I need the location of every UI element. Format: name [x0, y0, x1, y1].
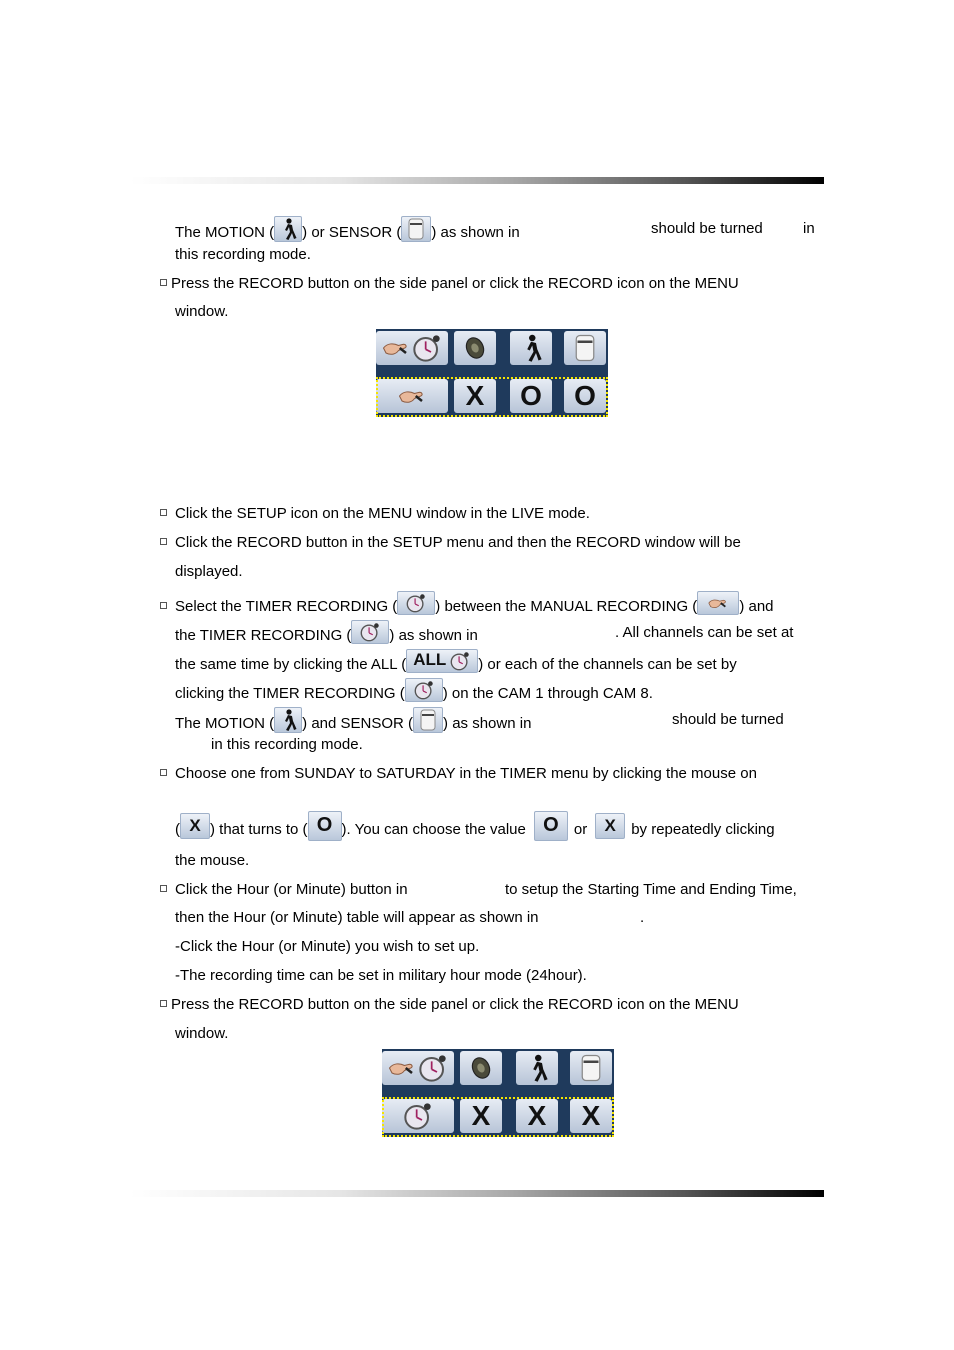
bullet-icon [160, 769, 167, 776]
bullet-icon [160, 279, 167, 286]
timer-record-menu-panel [382, 1049, 614, 1137]
timer-record-icon [397, 591, 435, 615]
header-gradient-rule [130, 177, 824, 184]
timer-step2-line1: Click the RECORD button in the SETUP menu and then the RECORD window will be [160, 534, 741, 552]
record-step-line2: window. [175, 303, 229, 320]
speaker-button[interactable] [460, 1051, 502, 1085]
motion-sensor-note-line2: this recording mode. [175, 246, 311, 263]
speaker-button[interactable] [454, 331, 496, 365]
x-value-icon: X [180, 813, 210, 839]
timer-step1: Click the SETUP icon on the MENU window in the LIVE mode. [160, 505, 590, 523]
should-be-turned-text: should be turned [651, 220, 763, 237]
timer-step3-line2: the TIMER RECORDING ( ) as shown in [175, 624, 478, 648]
sensor-icon [401, 216, 431, 242]
motion-icon [274, 707, 302, 733]
timer-step4-line2: ( X ) that turns to ( O ). You can choose the value O or X by repeatedly clicking [175, 815, 775, 845]
timer-step5-line2: then the Hour (or Minute) table will appear as shown in [175, 909, 539, 926]
motion-value[interactable]: X [516, 1099, 558, 1133]
timer-step3-line6: in this recording mode. [211, 736, 363, 753]
motion-button[interactable] [516, 1051, 558, 1085]
timer-step5-line4: -The recording time can be set in military hour mode (24hour). [175, 967, 587, 984]
timer-step3-line5: The MOTION ( ) and SENSOR ( ) as shown in [175, 711, 531, 737]
bullet-icon [160, 1000, 167, 1007]
o-value-icon: O [308, 811, 342, 841]
timer-step2-line2: displayed. [175, 563, 243, 580]
timer-step5-line3: -Click the Hour (or Minute) you wish to set up. [175, 938, 480, 955]
timer-step6-line2: window. [175, 1025, 229, 1042]
should-be-turned-text: should be turned [672, 711, 784, 728]
bullet-icon [160, 509, 167, 516]
timer-step4-line1: Choose one from SUNDAY to SATURDAY in the TIMER menu by clicking the mouse on [160, 765, 757, 783]
in-text: in [803, 220, 815, 237]
x-value-icon: X [595, 813, 625, 839]
bullet-icon [160, 885, 167, 892]
speaker-value[interactable]: X [454, 379, 496, 413]
starting-ending-time-text: to setup the Starting Time and Ending Time, [505, 881, 797, 898]
sensor-button[interactable] [564, 331, 606, 365]
selection-outline [376, 377, 608, 417]
motion-button[interactable] [510, 331, 552, 365]
sensor-value[interactable]: O [564, 379, 606, 413]
all-timer-button-icon: ALL [406, 649, 478, 673]
timer-step3-line3: the same time by clicking the ALL ( ALL ) or each of the channels can be set by [175, 650, 737, 673]
sensor-icon [413, 707, 443, 733]
bullet-icon [160, 538, 167, 545]
speaker-value[interactable]: X [460, 1099, 502, 1133]
sensor-value[interactable]: X [570, 1099, 612, 1133]
motion-sensor-note-line1: The MOTION ( ) or SENSOR ( ) as shown in [175, 220, 520, 246]
all-channels-text: . All channels can be set at [615, 624, 794, 641]
timer-record-icon [351, 620, 389, 644]
bullet-icon [160, 602, 167, 609]
manual-timer-button[interactable] [382, 1051, 454, 1085]
timer-step4-line3: the mouse. [175, 852, 250, 869]
timer-record-icon [405, 678, 443, 702]
manual-record-icon [697, 591, 739, 615]
motion-value[interactable]: O [510, 379, 552, 413]
period-text: . [640, 909, 645, 926]
sensor-button[interactable] [570, 1051, 612, 1085]
record-step-line1: Press the RECORD button on the side panel or click the RECORD icon on the MENU [160, 275, 739, 293]
manual-record-menu-panel [376, 329, 608, 417]
motion-icon [274, 216, 302, 242]
o-value-icon: O [534, 811, 568, 841]
timer-step3-line1: Select the TIMER RECORDING ( ) between the MANUAL RECORDING ( ) and [160, 595, 774, 619]
manual-timer-button[interactable] [376, 331, 448, 365]
timer-step5-line1: Click the Hour (or Minute) button in [160, 881, 408, 899]
timer-step6-line1: Press the RECORD button on the side panel or click the RECORD icon on the MENU [160, 996, 739, 1014]
timer-step3-line4: clicking the TIMER RECORDING ( ) on the CAM 1 through CAM 8. [175, 682, 653, 706]
footer-gradient-rule [130, 1190, 824, 1197]
selection-outline [382, 1097, 614, 1137]
